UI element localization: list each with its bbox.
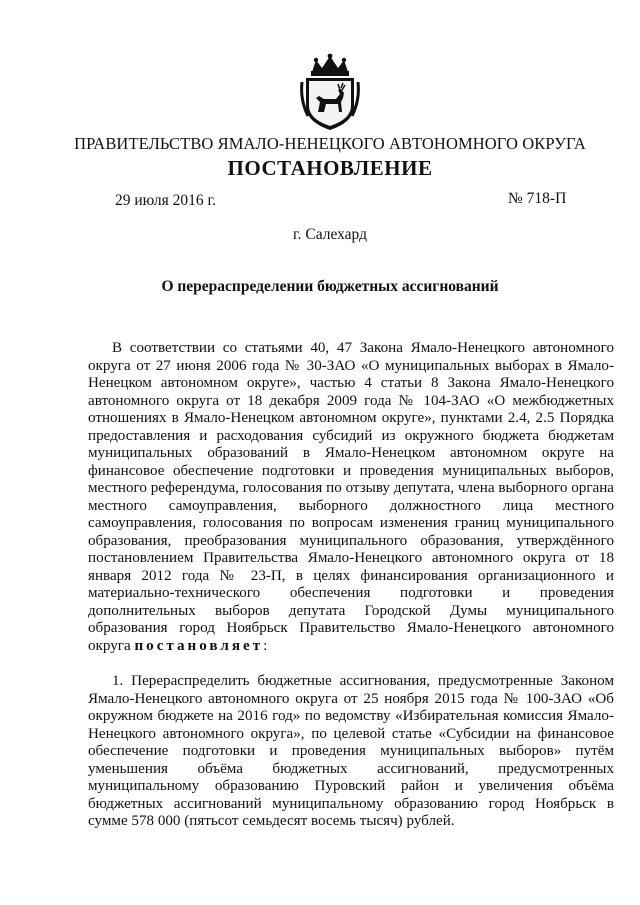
government-name: ПРАВИТЕЛЬСТВО ЯМАЛО-НЕНЕЦКОГО АВТОНОМНОГО ОКРУГА (74, 134, 586, 153)
coat-of-arms-yamal-icon (298, 52, 362, 132)
preamble-paragraph (88, 340, 614, 655)
document-subject: О перераспределении бюджетных ассигнований (161, 278, 499, 295)
item-1-paragraph (88, 673, 614, 831)
resolves-colon: : (263, 637, 268, 654)
document-date: 29 июля 2016 г. (115, 192, 216, 209)
resolves-word: постановляет (134, 637, 264, 654)
preamble-text: В соответствии со статьями 40, 47 Закона Ямало-Ненецкого автономного округа от 27 июня 2006 года № 30-ЗАО «О муниципальных выборах в Ямало-Ненецком автономном округе», частью 4 статьи 8 Закона Ямало-Ненецкого автономного округа от 18 декабря 2009 года № 104-ЗАО «О межбюджетных отношениях в Ямало-Ненецком автономном округе», пунктами 2.4, 2.5 Порядка предоставления и расходования субсидий из окружного бюджета бюджетам муниципальных образований в Ямало-Ненецком автономном округе на финансовое обеспечение подготовки и проведения муниципальных выборов, местного референдума, голосования по отзыву депутата, члена выборного органа местного самоуправления, выборного должностного лица местного самоуправления, голосования по вопросам изменения границ муниципального образования, преобразования муниципального образования, утверждённого постановлением Правительства Ямало-Ненецкого автономного округа от 18 января 2012 года № 23-П, в целях финансирования организационного и материально-технического обеспечения подготовки и проведения дополнительных выборов депутата Городской Думы муниципального образования город Ноябрьск Правительство Ямало-Ненецкого автономного округа (88, 340, 614, 654)
item-1-text: 1. Перераспределить бюджетные ассигнования, предусмотренные Законом Ямало-Ненецкого автономного округа от 25 ноября 2015 года № 100-ЗАО «Об окружном бюджете на 2016 год» по ведомству «Избирательная комиссия Ямало-Ненецкого автономного округа», по целевой статье «Субсидии на финансовое обеспечение подготовки и проведения муниципальных выборов» путём уменьшения объёма бюджетных ассигнований, предусмотренных муниципальному образованию Пуровский район и увеличения объёма бюджетных ассигнований муниципальному образованию город Ноябрьск в сумме 578 000 (пятьсот семьдесят восемь тысяч) рублей. (88, 673, 614, 830)
document-city: г. Салехард (293, 226, 367, 243)
document-number: № 718-П (508, 190, 567, 207)
document-type-title: ПОСТАНОВЛЕНИЕ (227, 156, 433, 180)
